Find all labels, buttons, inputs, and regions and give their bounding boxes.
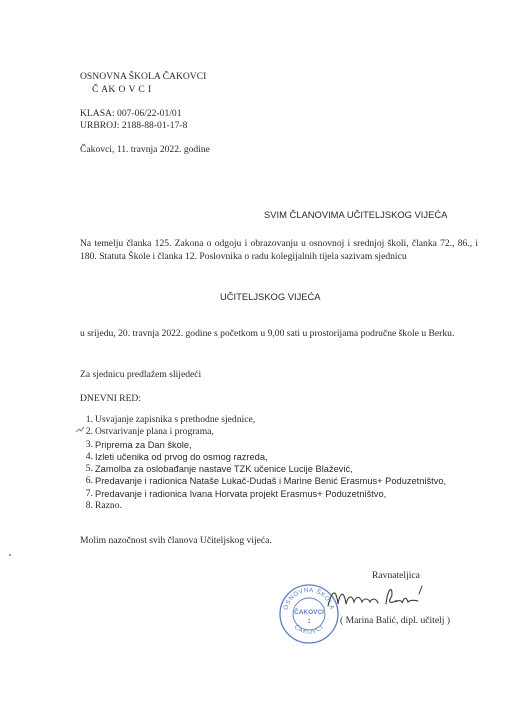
stamp-ring-top: OSNOVNA ŠKOLA [282, 586, 336, 611]
urbroj-line: URBROJ: 2188-88-01-17-8 [80, 120, 188, 131]
stamp-center: ČAKOVCI [294, 609, 324, 616]
meeting-title: UČITELJSKOG VIJEĆA [220, 291, 321, 302]
agenda-item-number: 3. [85, 438, 93, 450]
agenda-heading: DNEVNI RED: [80, 393, 142, 404]
agenda-item-text: Predavanje i radionica Ivana Horvata projekt Erasmus+ Poduzetništvo, [95, 488, 387, 499]
klasa-line: KLASA: 007-06/22-01/01 [80, 108, 182, 119]
school-town: Č AK O V C I [92, 84, 152, 95]
meeting-when-where: u srijedu, 20. travnja 2022. godine s početkom u 9,00 sati u prostorijama područne škole u Berku. [80, 328, 455, 339]
agenda-item-text: Razno. [95, 500, 122, 512]
agenda-item-number: 7. [85, 487, 93, 499]
agenda-item-text: Izleti učenika od prvog do osmog razreda, [95, 451, 268, 462]
stray-dot-icon [8, 553, 12, 557]
agenda-proposal: Za sjednicu predlažem slijedeći [80, 369, 202, 380]
agenda-item-number: 4. [85, 450, 93, 462]
intro-paragraph: Na temelju članka 125. Zakona o odgoju i obrazovanju u osnovnoj i srednjoj školi, članka 72., 86., i 180. Statuta Škole i članka 12. Poslovnika o radu kolegijalnih tijela sazivam sjednicu [80, 238, 478, 262]
signature-title: Ravnateljica [372, 570, 420, 581]
handwritten-signature-icon [322, 580, 442, 616]
place-date: Čakovci, 11. travnja 2022. godine [80, 144, 210, 155]
agenda-item-number: 1. [85, 414, 93, 425]
addressee: SVIM ČLANOVIMA UČITELJSKOG VIJEĆA [264, 209, 448, 220]
closing-line: Molim nazočnost svih članova Učiteljskog vijeća. [80, 535, 272, 546]
agenda-item-text: Predavanje i radionica Nataše Lukač-Dudaš i Marine Benić Erasmus+ Poduzetništvo, [95, 476, 447, 487]
agenda-item-number: 8. [85, 500, 93, 512]
agenda-item-text: Zamolba za oslobađanje nastave TZK učenice Lucije Blažević, [95, 464, 353, 475]
pen-mark-icon [75, 426, 85, 434]
svg-text:ČAKOVCI [293, 624, 325, 636]
stamp-number: 1 [307, 618, 311, 625]
signature-name: ( Marina Balić, dipl. učitelj ) [340, 615, 451, 626]
agenda-item-text: Ostvarivanje plana i programa, [95, 426, 214, 438]
agenda-item-text: Priprema za Dan škole, [95, 439, 192, 450]
school-name: OSNOVNA ŠKOLA ČAKOVCI [80, 71, 207, 82]
agenda-item-number: 5. [85, 463, 93, 475]
agenda-item-number: 6. [85, 475, 93, 487]
stamp-ring-bottom: ČAKOVCI [292, 624, 326, 636]
agenda-item-text: Usvajanje zapisnika s prethodne sjednice, [95, 414, 256, 425]
agenda-item-number: 2. [85, 426, 93, 438]
